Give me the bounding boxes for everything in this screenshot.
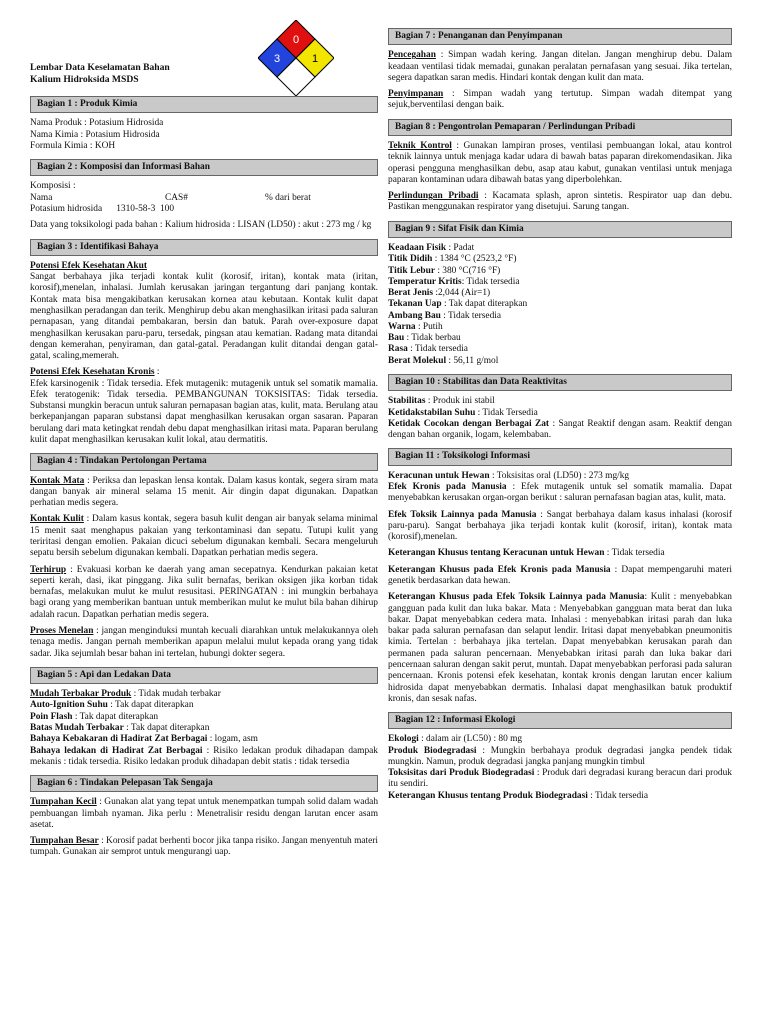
small-spill-text: : Gunakan alat yang tepat untuk menempatkan tumpah solid dalam wadah pembuangan limbah nyaman. Jika perlu : Menetralisir residu dengan larutan encer asam asetat. xyxy=(30,797,379,830)
property-label: Warna xyxy=(388,321,416,332)
section-7-header: Bagian 7 : Penanganan dan Penyimpanan xyxy=(388,28,732,45)
section-10 xyxy=(388,374,732,441)
property-value: : Tak dapat diterapkan xyxy=(441,299,528,310)
engineering-control-heading: Teknik Kontrol xyxy=(388,140,452,151)
other-toxic-label: Efek Toksik Lainnya pada Manusia xyxy=(388,509,537,520)
ecology-label: Ekologi xyxy=(388,734,419,745)
animal-remarks-value: : Tidak tersedia xyxy=(604,548,665,559)
col-name: Nama xyxy=(30,192,53,203)
chronic-human-value: : Efek mutagenik untuk sel somatik mamalia. Dapat menyebabkan kerusakan organ-organ berikut : saluran pernafasan bagian atas, kulit, mata. xyxy=(388,482,732,504)
section-8-header: Bagian 8 : Pengontrolan Pemaparan / Perlindungan Pribadi xyxy=(388,119,732,136)
incompatibility-label: Ketidak Cocokan dengan Berbagai Zat xyxy=(388,418,550,429)
storage-text: : Simpan wadah yang tertutup. Simpan wadah ditempat yang sejuk,berventilasi dengan baik. xyxy=(388,89,732,111)
inhalation-text: : Evakuasi korban ke daerah yang aman secepatnya. Kendurkan pakaian ketat seperti kerah, dasi, ikat pinggang. Jika sulit bernafas, berikan oksigen jika korban tidak bernafas, melakukan mulut ke mulut resusitasi. PERINGATAN : ini mungkin berbahaya bagi orang yang memberikan bantuan untuk memberikan mulut ke mulut bila bahan dihirup adalah racun. Dapatkan perhatian medis segera. xyxy=(30,564,379,620)
property-value: : Putih xyxy=(415,321,443,332)
chronic-remarks-label: Keterangan Khusus pada Efek Kronis pada Manusia xyxy=(388,564,611,575)
section-9-header: Bagian 9 : Sifat Fisik dan Kimia xyxy=(388,221,732,238)
right-column xyxy=(388,28,732,802)
biodegradation-toxicity-value: : Produk dari degradasi kurang beracun dari produk itu sendiri. xyxy=(388,768,732,790)
col-weight: % dari berat xyxy=(265,192,311,203)
section-2 xyxy=(30,159,378,231)
property-label: Bau xyxy=(388,333,405,344)
property-label: Tekanan Uap xyxy=(388,299,442,310)
flammability-value: : Tidak mudah terbakar xyxy=(131,689,221,700)
other-toxic-value: : Sangat berbahaya dalam kasus inhalasi (korosif paru-paru). Sangat berbahaya jika terjadi kontak kulit (korosif, iritan), kontak mata (korosif),menelan. xyxy=(388,509,732,543)
property-row xyxy=(388,299,732,310)
biodegradation-toxicity-label: Toksisitas dari Produk Biodegradasi xyxy=(388,768,535,779)
composition-label: Komposisi : xyxy=(30,181,76,192)
title-line-2: Kalium Hidroksida MSDS xyxy=(30,73,139,85)
property-value: : 1384 °C (2523,2 °F) xyxy=(432,254,517,265)
left-column xyxy=(30,96,378,859)
large-spill-text: : Korosif padat berhenti bocor jika tanpa risiko. Jangan menyentuh materi tumpah. Gunakan air semprot untuk mengurangi uap. xyxy=(30,836,379,858)
section-12-header: Bagian 12 : Informasi Ekologi xyxy=(388,712,732,729)
eye-contact-heading: Kontak Mata xyxy=(30,475,85,486)
engineering-control-text: : Gunakan lampiran proses, ventilasi pembuangan lokal, atau kontrol teknik lainnya untuk menjaga kadar udara di bawah batas paparan direkomendasikan. Jika operasi pengguna menghasilkan debu, asap atau kabut, gunakan ventilasi untuk menjaga paparan kontaminan udara dibawah batas yang diperbolehkan. xyxy=(388,140,732,185)
property-value: : 56,11 g/mol xyxy=(446,355,499,366)
col-cas: CAS# xyxy=(165,192,188,203)
section-1-header: Bagian 1 : Produk Kimia xyxy=(30,96,378,113)
skin-contact-text: : Dalam kasus kontak, segera basuh kulit dengan air banyak selama minimal 15 menit saat menghapus pakaian yang terkontaminasi dan sepatu. Tutupi kulit yang teriritasi dengan emolien. Pakaian dicuci sebelum digunakan kembali. Secara mengeluruh sepatu bersih sebelum digunakan kembali. Dapatkan perhatian medis segera. xyxy=(30,514,378,559)
autoignition-label: Auto-Ignition Suhu xyxy=(30,700,108,711)
acute-effects-text: Sangat berbahaya jika terjadi kontak kulit (korosif, iritan), kontak mata (iritan, korosif),menelan, inhalasi. Jumlah kerusakan jaringan tergantung dari panjang kontak. Kontak mata bisa mengakibatkan kerusakan kornea atau kebutaan. Kontak kulit dapat menghasilkan peradangan dan terik. Menghirup debu akan menghasilkan iritasi pada saluran pernapasan, yang ditandai pembakaran, bersin dan batuk. Parah over-exposure dapat menghasilkan kerusakan paru-paru, tersedak, pingsan atau kematian. Radang mata ditandai dengan kemerahan, penyiraman, dan gatal-gatal. Peradangan kulit ditandai dengan gatal-gatal, scaling,memerah. xyxy=(30,272,378,362)
property-row xyxy=(388,277,732,288)
section-4-header: Bagian 4 : Tindakan Pertolongan Pertama xyxy=(30,453,378,470)
section-5-header: Bagian 5 : Api dan Ledakan Data xyxy=(30,667,378,684)
nfpa-health-value: 3 xyxy=(274,53,281,65)
incompatibility-value: : Sangat Reaktif dengan asam. Reaktif dengan dengan bahan organik, logam, kelembaban. xyxy=(388,418,732,441)
biodegradation-remarks-value: : Tidak tersedia xyxy=(587,790,649,801)
ingestion-heading: Proses Menelan xyxy=(30,625,94,636)
personal-protection-text: : Kacamata splash, apron sintetis. Respirator uap dan debu. Pastikan menggunakan respirator yang disetujui. Sarung tangan. xyxy=(388,191,733,213)
property-row xyxy=(388,254,732,265)
property-label: Berat Molekul xyxy=(388,355,447,366)
nfpa-hazard-diamond-icon xyxy=(258,20,334,96)
property-row xyxy=(388,243,732,254)
biodegradation-remarks-label: Keterangan Khusus tentang Produk Biodegradasi xyxy=(388,790,588,801)
section-3-header: Bagian 3 : Identifikasi Bahaya xyxy=(30,239,378,256)
temperature-instability-value: : Tidak Tersedia xyxy=(475,407,538,418)
section-6-header: Bagian 6 : Tindakan Pelepasan Tak Sengaja xyxy=(30,775,378,792)
biodegradation-value: : Mungkin berbahaya produk degradasi jangka pendek tidak mungkin. Namun, produk degradasi jangka panjang mungkin timbul xyxy=(388,745,732,767)
property-value: : Tidak tersedia xyxy=(461,276,520,287)
storage-heading: Penyimpanan xyxy=(388,89,444,100)
property-label: Titik Didih xyxy=(388,254,433,265)
toxicology-data: Data yang toksikologi pada bahan : Kalium hidrosida : LISAN (LD50) : akut : 273 mg / kg xyxy=(30,220,372,231)
section-7 xyxy=(388,28,732,112)
chemical-name: Nama Kimia : Potasium Hidrosida xyxy=(30,129,160,140)
fire-hazard-label: Bahaya Kebakaran di Hadirat Zat Berbagai xyxy=(30,734,208,745)
animal-toxicity-label: Keracunan untuk Hewan xyxy=(388,470,490,481)
other-toxic-remarks-value: : Kulit : menyebabkan gangguan pada kulit dan luka bakar. Mata : Menyebabkan gangguan mata berat dan luka bakar. Dapat menyebabkan cedera mata. Inhalasi : menyebabkan iritasi parah dan luka bakar pada saluran pernafasan dan selaput lendir. Iritasi dapat menyebabkan pneumonitis kimia. Tertelan : berbahaya jika tertelan. Dapat menyebabkan kerusakan parah dan permanen pada saluran pencernaan. Menyebabkan iritasi parah dan luka bakar dari pencernaan saluran dengan sakit perut, muntah. Dapat menyebabkan perforasi pada saluran pencernaan. Kronis potensi efek kesehatan, kontak kronis dengan larutan encer kalium hidrosida dapat menyebabkan dermatis. Inhalasi dapat menghasilkan batuk produktif kronis, dan sesak nafas. xyxy=(388,592,732,704)
animal-remarks-label: Keterangan Khusus tentang Keracunan untuk Hewan xyxy=(388,548,605,559)
chronic-human-label: Efek Kronis pada Manusia xyxy=(388,482,507,492)
explosion-hazard-label: Bahaya ledakan di Hadirat Zat Berbagai xyxy=(30,745,203,756)
flash-point-label: Poin Flash xyxy=(30,711,73,722)
flammability-label: Mudah Terbakar Produk xyxy=(30,689,132,700)
chronic-effects-heading: Potensi Efek Kesehatan Kronis xyxy=(30,367,155,378)
composition-header-row xyxy=(30,193,378,204)
temperature-instability-label: Ketidakstabilan Suhu xyxy=(388,407,476,418)
property-label: Keadaan Fisik xyxy=(388,242,447,253)
animal-toxicity-value: : Toksisitas oral (LD50) : 273 mg/kg xyxy=(489,470,630,481)
property-label: Titik Lebur xyxy=(388,265,435,276)
small-spill-heading: Tumpahan Kecil xyxy=(30,797,97,808)
property-value: : Tidak tersedia xyxy=(407,344,468,355)
precaution-text: : Simpan wadah kering. Jangan ditelan. Jangan menghirup debu. Dalam keadaan ventilasi tidak memadai, gunakan peralatan pernafasan yang sesuai. Jika tertelan, segera dapatkan saran medis. Hindari kontak dengan kulit dan mata. xyxy=(388,50,732,83)
property-label: Ambang Bau xyxy=(388,310,441,321)
stability-value: : Produk ini stabil xyxy=(425,396,495,407)
section-3: Bagian 3 : Identifikasi Bahaya Potensi Efek Kesehatan Akut Sangat berbahaya jika terjadi kontak kulit (korosif, iritan), kontak mata (iritan, korosif),menelan, inhalasi. Jumlah kerusakan jaringan tergantung dari panjang kontak. Kontak mata bisa mengakibatkan kerusakan kornea atau kebutaan. Kontak kulit dapat menghasilkan peradangan dan terik. Menghirup debu akan menghasilkan iritasi pada saluran pernapasan, yang ditandai pembakaran, bersin dan batuk. Parah over-exposure dapat menghasilkan kerusakan paru-paru, tersedak, pingsan atau kematian. Radang mata ditandai dengan kemerahan, penyiraman, dan gatal-gatal. Peradangan kulit ditandai dengan gatal-gatal, scaling,memerah. Potensi Efek Kesehatan Kronis : Efek karsinogenik : Tidak tersedia. Efek mutagenik: mutagenik untuk sel somatik mamalia. Efek teratogenik: Tidak tersedia. PEMBANGUNAN TOKSISITAS: Tidak tersedia. Substansi mungkin beracun untuk saluran pernapasan bagian atas, kulit, mata. Berulang atau berkepanjangan paparan substansi dapat menghasilkan kerusakan organ sasaran. Paparan berulang dari mata ketingkat rendah debu dapat menghasilkan iritasi mata. Paparan berulang kulit dapat menghasilkan kerusakan kulit lokal, atau dermatitis. xyxy=(30,239,378,447)
property-row xyxy=(388,344,732,355)
chemical-formula: Formula Kimia : KOH xyxy=(30,140,116,151)
ingestion-text: : jangan menginduksi muntah kecuali diarahkan untuk melakukannya oleh tenaga medis. Jangan pernah memberikan apapun melalui mulut kepada orang yang tidak sadar. Jika sejumlah besar bahan ini tertelan, hubungi dokter segera. xyxy=(30,625,379,659)
section-5 xyxy=(30,667,378,768)
section-4 xyxy=(30,453,378,660)
section-12 xyxy=(388,712,732,802)
biodegradation-label: Produk Biodegradasi xyxy=(388,745,477,756)
property-row xyxy=(388,322,732,333)
property-row xyxy=(388,266,732,277)
properties-list xyxy=(388,243,732,367)
property-row xyxy=(388,311,732,322)
section-8 xyxy=(388,119,732,214)
inhalation-heading: Terhirup xyxy=(30,564,67,575)
ecology-value: : dalam air (LC50) : 80 mg xyxy=(418,734,523,745)
stability-label: Stabilitas xyxy=(388,396,426,407)
nfpa-reactivity-value: 1 xyxy=(312,53,319,65)
property-row xyxy=(388,288,732,299)
property-label: Berat Jenis xyxy=(388,288,434,299)
chronic-remarks-value: : Dapat mempengaruhi materi genetik berdasarkan data hewan. xyxy=(388,564,732,586)
nfpa-flammability-value: 0 xyxy=(293,34,300,46)
flash-point-value: : Tak dapat diterapkan xyxy=(72,711,159,722)
property-label: Rasa xyxy=(388,344,408,355)
section-10-header: Bagian 10 : Stabilitas dan Data Reaktivitas xyxy=(388,374,732,391)
personal-protection-heading: Perlindungan Pribadi xyxy=(388,191,479,202)
property-value: :2,044 (Air=1) xyxy=(433,288,491,299)
large-spill-heading: Tumpahan Besar xyxy=(30,836,99,847)
chronic-effects-text: Efek karsinogenik : Tidak tersedia. Efek mutagenik: mutagenik untuk sel somatik mamalia. Efek teratogenik: Tidak tersedia. PEMBANGUNAN TOKSISITAS: Tidak tersedia. Substansi mungkin beracun untuk saluran pernapasan bagian atas, kulit, mata. Berulang atau berkepanjangan paparan substansi dapat menghasilkan kerusakan organ sasaran. Paparan berulang dari mata ketingkat rendah debu dapat menghasilkan iritasi mata. Paparan berulang kulit dapat menghasilkan kerusakan kulit lokal, atau dermatitis. xyxy=(30,378,378,446)
composition-row: Potasium hidrosida 1310-58-3 100 xyxy=(30,203,175,214)
section-1 xyxy=(30,96,378,152)
other-toxic-remarks-label: Keterangan Khusus pada Efek Toksik Lainnya pada Manusia xyxy=(388,592,645,603)
property-value: : Padat xyxy=(446,242,475,253)
property-row xyxy=(388,333,732,344)
document-title xyxy=(30,62,170,86)
property-label: Temperatur Kritis xyxy=(388,276,462,287)
property-value: : Tidak berbau xyxy=(404,333,461,344)
acute-effects-heading: Potensi Efek Kesehatan Akut xyxy=(30,260,147,271)
section-9 xyxy=(388,221,732,367)
property-row xyxy=(388,356,732,367)
section-2-header: Bagian 2 : Komposisi dan Informasi Bahan xyxy=(30,159,378,176)
eye-contact-text: : Periksa dan lepaskan lensa kontak. Dalam kasus kontak, segera siram mata dangan banyak air mineral selama 15 menit. Air dingin dapat digunakan. Dapatkan perhatian medis segera. xyxy=(30,475,378,509)
title-line-1: Lembar Data Keselamatan Bahan xyxy=(30,62,170,73)
property-value: : 380 °C(716 °F) xyxy=(434,265,501,276)
skin-contact-heading: Kontak Kulit xyxy=(30,514,84,525)
flammable-limits-label: Batas Mudah Terbakar xyxy=(30,722,124,733)
precaution-heading: Pencegahan xyxy=(388,50,436,61)
section-11 xyxy=(388,448,732,705)
section-6 xyxy=(30,775,378,859)
explosion-hazard-value: : Risiko ledakan produk dihadapan dampak mekanis : tidak tersedia. Risiko ledakan produk dihadapan debit statis : tidak tersedia xyxy=(30,745,378,767)
fire-hazard-value: : logam, asm xyxy=(207,734,258,745)
flammable-limits-value: : Tak dapat diterapkan xyxy=(123,722,210,733)
autoignition-value: : Tak dapat diterapkan xyxy=(107,700,194,711)
section-11-header: Bagian 11 : Toksikologi Informasi xyxy=(388,448,732,465)
product-name: Nama Produk : Potasium Hidrosida xyxy=(30,118,164,129)
property-value: : Tidak tersedia xyxy=(440,310,502,321)
